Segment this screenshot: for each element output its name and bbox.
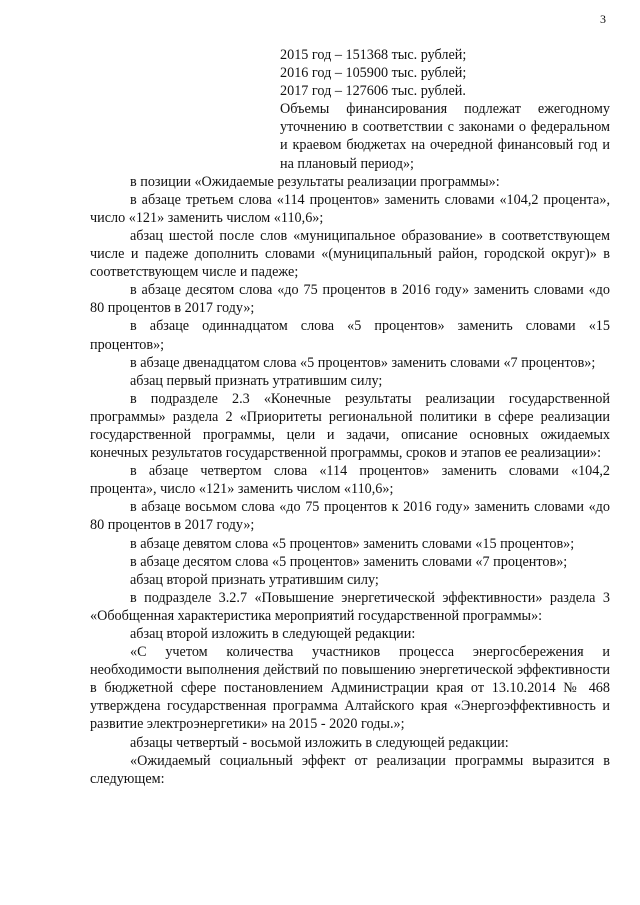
paragraph: в подразделе 3.2.7 «Повышение энергетической эффективности» раздела 3 «Обобщенная характеристика мероприятий государственной программы»: bbox=[90, 589, 610, 624]
funding-line-2017: 2017 год – 127606 тыс. рублей. bbox=[280, 83, 466, 100]
paragraph: в абзаце восьмом слова «до 75 процентов к 2016 году» заменить словами «до 80 процентов в 2017 году»; bbox=[90, 499, 610, 534]
paragraph: в абзаце четвертом слова «114 процентов» заменить словами «104,2 процента», число «121» заменить числом «110,6»; bbox=[90, 463, 610, 498]
paragraph: в абзаце десятом слова «до 75 процентов в 2016 году» заменить словами «до 80 процентов в 2017 году»; bbox=[90, 282, 610, 317]
funding-note: Объемы финансирования подлежат ежегодному уточнению в соответствии с законами о федеральном и краевом бюджетах на очередной финансовый год и на плановый период»; bbox=[280, 101, 610, 172]
paragraph: в абзаце двенадцатом слова «5 процентов» заменить словами «7 процентов»; bbox=[130, 354, 596, 371]
paragraph: в абзаце третьем слова «114 процентов» заменить словами «104,2 процента», число «121» заменить числом «110,6»; bbox=[90, 191, 610, 226]
paragraph: в позиции «Ожидаемые результаты реализации программы»: bbox=[130, 173, 500, 190]
document-body bbox=[90, 46, 610, 788]
paragraph: в абзаце девятом слова «5 процентов» заменить словами «15 процентов»; bbox=[130, 535, 575, 552]
paragraph: абзац второй признать утратившим силу; bbox=[130, 571, 379, 588]
funding-line-2016: 2016 год – 105900 тыс. рублей; bbox=[280, 65, 467, 82]
page-number: 3 bbox=[600, 12, 606, 26]
paragraph: абзац первый признать утратившим силу; bbox=[130, 372, 383, 389]
paragraph: в подразделе 2.3 «Конечные результаты реализации государственной программы» раздела 2 «Приоритеты региональной политики в сфере реализации государственной программы, цели и задачи, описание основных ожидаемых конечных результатов государственной программы, сроков и этапов ее реализации»: bbox=[90, 390, 610, 462]
paragraph: абзацы четвертый - восьмой изложить в следующей редакции: bbox=[130, 734, 509, 751]
paragraph: в абзаце одиннадцатом слова «5 процентов» заменить словами «15 процентов»; bbox=[90, 318, 610, 353]
paragraph: «С учетом количества участников процесса энергосбережения и необходимости выполнения действий по повышению энергетической эффективности в бюджетной сфере постановлением Администрации края от 13.10.2014 № 468 утверждена государственная программа Алтайского края «Энергоэффективность и развитие электроэнергетики» на 2015 - 2020 годы.»; bbox=[90, 644, 610, 733]
paragraph: в абзаце десятом слова «5 процентов» заменить словами «7 процентов»; bbox=[130, 553, 568, 570]
paragraph: абзац шестой после слов «муниципальное образование» в соответствующем числе и падеже дополнить словами «(муниципальный район, городской округ)» в соответствующем числе и падеже; bbox=[90, 227, 610, 281]
funding-line-2015: 2015 год – 151368 тыс. рублей; bbox=[280, 47, 467, 63]
paragraph: «Ожидаемый социальный эффект от реализации программы выразится в следующем: bbox=[90, 752, 610, 787]
paragraph: абзац второй изложить в следующей редакции: bbox=[130, 626, 416, 642]
funding-block bbox=[90, 46, 610, 173]
